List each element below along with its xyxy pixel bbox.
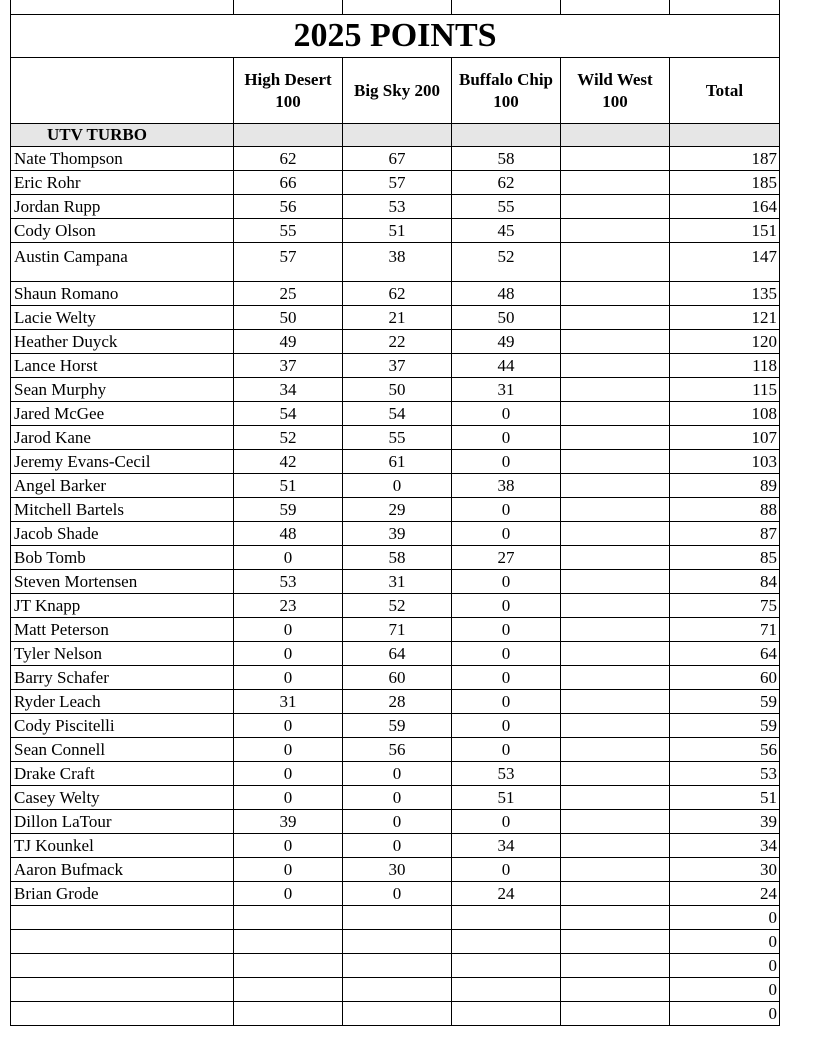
event-score-cell: 71 bbox=[343, 618, 452, 642]
rider-name-cell: Cody Olson bbox=[11, 219, 234, 243]
table-row bbox=[11, 978, 780, 1002]
event-score-cell: 0 bbox=[452, 618, 561, 642]
table-row bbox=[11, 930, 780, 954]
event-score-cell bbox=[561, 378, 670, 402]
event-score-cell: 30 bbox=[343, 858, 452, 882]
event-score-cell: 0 bbox=[452, 570, 561, 594]
total-points-cell: 60 bbox=[670, 666, 780, 690]
event-score-cell: 64 bbox=[343, 642, 452, 666]
event-header-line1: Wild West bbox=[577, 69, 653, 89]
event-score-cell: 0 bbox=[343, 882, 452, 906]
total-points-cell: 59 bbox=[670, 690, 780, 714]
rider-name-cell: Lacie Welty bbox=[11, 306, 234, 330]
total-points-cell: 118 bbox=[670, 354, 780, 378]
table-row bbox=[11, 810, 780, 834]
event-score-cell bbox=[561, 546, 670, 570]
table-top-stub-row bbox=[11, 0, 780, 15]
event-score-cell: 48 bbox=[452, 282, 561, 306]
table-row bbox=[11, 147, 780, 171]
table-row bbox=[11, 642, 780, 666]
event-score-cell bbox=[561, 858, 670, 882]
table-row bbox=[11, 1002, 780, 1026]
rider-name-cell: Angel Barker bbox=[11, 474, 234, 498]
event-score-cell: 45 bbox=[452, 219, 561, 243]
rider-name-cell: Casey Welty bbox=[11, 786, 234, 810]
rider-name-cell: Drake Craft bbox=[11, 762, 234, 786]
rider-name-cell: Brian Grode bbox=[11, 882, 234, 906]
table-row bbox=[11, 666, 780, 690]
event-score-cell bbox=[561, 666, 670, 690]
table-row bbox=[11, 450, 780, 474]
event-score-cell bbox=[452, 954, 561, 978]
event-score-cell bbox=[343, 930, 452, 954]
total-points-cell: 64 bbox=[670, 642, 780, 666]
rider-name-cell: Tyler Nelson bbox=[11, 642, 234, 666]
event-score-cell: 59 bbox=[234, 498, 343, 522]
total-points-cell: 108 bbox=[670, 402, 780, 426]
page-title: 2025 POINTS bbox=[11, 15, 780, 58]
category-label: UTV TURBO bbox=[11, 124, 234, 147]
rider-name-cell: Barry Schafer bbox=[11, 666, 234, 690]
rider-name-cell: Nate Thompson bbox=[11, 147, 234, 171]
event-score-cell: 0 bbox=[452, 666, 561, 690]
event-score-cell bbox=[452, 930, 561, 954]
total-points-cell: 88 bbox=[670, 498, 780, 522]
table-row bbox=[11, 906, 780, 930]
total-points-cell: 0 bbox=[670, 1002, 780, 1026]
event-score-cell bbox=[561, 402, 670, 426]
rider-name-cell bbox=[11, 930, 234, 954]
event-header-line1: Big Sky 200 bbox=[354, 80, 440, 100]
total-points-cell: 164 bbox=[670, 195, 780, 219]
table-row bbox=[11, 306, 780, 330]
event-score-cell bbox=[561, 1002, 670, 1026]
event-score-cell bbox=[343, 906, 452, 930]
event-score-cell: 0 bbox=[452, 594, 561, 618]
event-score-cell bbox=[561, 810, 670, 834]
total-points-cell: 85 bbox=[670, 546, 780, 570]
event-score-cell: 58 bbox=[452, 147, 561, 171]
table-row bbox=[11, 546, 780, 570]
rider-name-cell bbox=[11, 1002, 234, 1026]
event-score-cell: 0 bbox=[234, 762, 343, 786]
table-row bbox=[11, 426, 780, 450]
event-score-cell: 39 bbox=[343, 522, 452, 546]
event-score-cell: 55 bbox=[234, 219, 343, 243]
event-score-cell: 52 bbox=[343, 594, 452, 618]
table-row bbox=[11, 282, 780, 306]
event-score-cell: 25 bbox=[234, 282, 343, 306]
rider-name-cell: Shaun Romano bbox=[11, 282, 234, 306]
rider-name-cell: Jordan Rupp bbox=[11, 195, 234, 219]
event-score-cell: 0 bbox=[343, 786, 452, 810]
event-score-cell bbox=[234, 1002, 343, 1026]
total-points-cell: 120 bbox=[670, 330, 780, 354]
event-score-cell bbox=[561, 354, 670, 378]
event-score-cell bbox=[561, 474, 670, 498]
event-score-cell bbox=[561, 522, 670, 546]
event-score-cell bbox=[561, 450, 670, 474]
event-score-cell: 0 bbox=[452, 738, 561, 762]
table-row bbox=[11, 594, 780, 618]
event-score-cell: 0 bbox=[234, 786, 343, 810]
event-score-cell: 48 bbox=[234, 522, 343, 546]
event-score-cell: 0 bbox=[343, 474, 452, 498]
event-score-cell bbox=[561, 243, 670, 282]
event-header-line2: 100 bbox=[275, 91, 301, 111]
event-score-cell: 56 bbox=[234, 195, 343, 219]
event-score-cell: 0 bbox=[234, 666, 343, 690]
event-score-cell bbox=[561, 930, 670, 954]
points-table bbox=[10, 0, 780, 1026]
event-score-cell bbox=[561, 714, 670, 738]
event-score-cell bbox=[561, 762, 670, 786]
table-row bbox=[11, 570, 780, 594]
event-score-cell bbox=[561, 978, 670, 1002]
rider-name-cell: Jeremy Evans-Cecil bbox=[11, 450, 234, 474]
event-score-cell: 39 bbox=[234, 810, 343, 834]
event-score-cell: 0 bbox=[343, 834, 452, 858]
rider-name-cell: Steven Mortensen bbox=[11, 570, 234, 594]
event-score-cell bbox=[561, 738, 670, 762]
event-score-cell bbox=[561, 282, 670, 306]
event-score-cell bbox=[452, 1002, 561, 1026]
event-score-cell: 61 bbox=[343, 450, 452, 474]
event-score-cell: 27 bbox=[452, 546, 561, 570]
rider-name-cell: Bob Tomb bbox=[11, 546, 234, 570]
title-row bbox=[11, 15, 780, 58]
event-score-cell: 38 bbox=[452, 474, 561, 498]
event-score-cell bbox=[561, 954, 670, 978]
total-points-cell: 0 bbox=[670, 930, 780, 954]
table-row bbox=[11, 834, 780, 858]
table-row bbox=[11, 738, 780, 762]
total-points-cell: 56 bbox=[670, 738, 780, 762]
event-score-cell: 0 bbox=[234, 714, 343, 738]
total-points-cell: 107 bbox=[670, 426, 780, 450]
rider-name-cell: Eric Rohr bbox=[11, 171, 234, 195]
rider-name-cell: Sean Connell bbox=[11, 738, 234, 762]
event-score-cell bbox=[234, 906, 343, 930]
event-score-cell: 0 bbox=[452, 642, 561, 666]
total-points-cell: 185 bbox=[670, 171, 780, 195]
total-points-cell: 121 bbox=[670, 306, 780, 330]
event-score-cell: 0 bbox=[343, 810, 452, 834]
table-row bbox=[11, 762, 780, 786]
event-score-cell bbox=[561, 594, 670, 618]
event-score-cell: 21 bbox=[343, 306, 452, 330]
rider-name-cell bbox=[11, 906, 234, 930]
rider-name-cell: Cody Piscitelli bbox=[11, 714, 234, 738]
event-score-cell: 51 bbox=[452, 786, 561, 810]
table-row bbox=[11, 498, 780, 522]
total-column-header: Total bbox=[670, 58, 780, 124]
rider-name-cell: Heather Duyck bbox=[11, 330, 234, 354]
rider-name-cell: Austin Campana bbox=[11, 243, 234, 282]
event-header-buffalo-chip bbox=[452, 58, 561, 124]
total-points-cell: 0 bbox=[670, 906, 780, 930]
event-score-cell: 0 bbox=[234, 738, 343, 762]
event-score-cell bbox=[561, 498, 670, 522]
rider-name-cell: JT Knapp bbox=[11, 594, 234, 618]
category-row bbox=[11, 124, 780, 147]
total-points-cell: 115 bbox=[670, 378, 780, 402]
event-score-cell bbox=[452, 978, 561, 1002]
table-row bbox=[11, 690, 780, 714]
table-row bbox=[11, 882, 780, 906]
event-score-cell bbox=[343, 1002, 452, 1026]
event-score-cell bbox=[343, 954, 452, 978]
event-score-cell: 0 bbox=[452, 810, 561, 834]
total-points-cell: 53 bbox=[670, 762, 780, 786]
table-row bbox=[11, 786, 780, 810]
event-score-cell: 49 bbox=[234, 330, 343, 354]
event-score-cell bbox=[234, 930, 343, 954]
event-score-cell: 0 bbox=[234, 858, 343, 882]
event-score-cell bbox=[561, 642, 670, 666]
event-header-wild-west bbox=[561, 58, 670, 124]
event-score-cell: 38 bbox=[343, 243, 452, 282]
table-row bbox=[11, 354, 780, 378]
points-table-body bbox=[11, 0, 780, 1026]
event-score-cell: 49 bbox=[452, 330, 561, 354]
event-score-cell: 0 bbox=[234, 882, 343, 906]
event-score-cell: 60 bbox=[343, 666, 452, 690]
event-score-cell: 53 bbox=[343, 195, 452, 219]
event-score-cell: 54 bbox=[343, 402, 452, 426]
total-points-cell: 59 bbox=[670, 714, 780, 738]
event-score-cell: 54 bbox=[234, 402, 343, 426]
event-score-cell bbox=[452, 906, 561, 930]
rider-name-cell: Aaron Bufmack bbox=[11, 858, 234, 882]
event-score-cell: 34 bbox=[234, 378, 343, 402]
event-score-cell: 23 bbox=[234, 594, 343, 618]
event-score-cell: 0 bbox=[452, 714, 561, 738]
event-score-cell bbox=[561, 906, 670, 930]
total-points-cell: 87 bbox=[670, 522, 780, 546]
total-points-cell: 71 bbox=[670, 618, 780, 642]
total-points-cell: 39 bbox=[670, 810, 780, 834]
event-score-cell: 0 bbox=[452, 498, 561, 522]
rider-name-cell: Matt Peterson bbox=[11, 618, 234, 642]
total-points-cell: 135 bbox=[670, 282, 780, 306]
event-score-cell bbox=[561, 834, 670, 858]
event-score-cell: 56 bbox=[343, 738, 452, 762]
event-score-cell bbox=[561, 147, 670, 171]
event-score-cell: 0 bbox=[452, 690, 561, 714]
event-score-cell bbox=[561, 690, 670, 714]
table-row bbox=[11, 171, 780, 195]
rider-name-cell: Sean Murphy bbox=[11, 378, 234, 402]
table-row bbox=[11, 618, 780, 642]
event-score-cell bbox=[561, 426, 670, 450]
rider-name-cell: Jared McGee bbox=[11, 402, 234, 426]
event-score-cell: 28 bbox=[343, 690, 452, 714]
total-points-cell: 24 bbox=[670, 882, 780, 906]
table-row bbox=[11, 474, 780, 498]
event-score-cell: 0 bbox=[452, 522, 561, 546]
rider-name-cell bbox=[11, 978, 234, 1002]
total-points-cell: 30 bbox=[670, 858, 780, 882]
event-score-cell: 0 bbox=[452, 450, 561, 474]
event-score-cell: 62 bbox=[343, 282, 452, 306]
total-points-cell: 75 bbox=[670, 594, 780, 618]
event-score-cell: 55 bbox=[343, 426, 452, 450]
event-header-line2: 100 bbox=[602, 91, 628, 111]
column-header-row bbox=[11, 58, 780, 124]
total-points-cell: 89 bbox=[670, 474, 780, 498]
event-header-high-desert bbox=[234, 58, 343, 124]
event-score-cell: 44 bbox=[452, 354, 561, 378]
rider-name-cell: Dillon LaTour bbox=[11, 810, 234, 834]
event-score-cell bbox=[561, 306, 670, 330]
event-score-cell: 50 bbox=[343, 378, 452, 402]
event-score-cell: 31 bbox=[343, 570, 452, 594]
total-points-cell: 0 bbox=[670, 978, 780, 1002]
event-score-cell: 0 bbox=[452, 402, 561, 426]
event-score-cell: 52 bbox=[452, 243, 561, 282]
event-score-cell: 62 bbox=[452, 171, 561, 195]
event-score-cell: 58 bbox=[343, 546, 452, 570]
rider-name-cell: Lance Horst bbox=[11, 354, 234, 378]
event-score-cell bbox=[561, 786, 670, 810]
event-score-cell: 0 bbox=[234, 834, 343, 858]
event-score-cell bbox=[561, 570, 670, 594]
event-score-cell: 66 bbox=[234, 171, 343, 195]
total-points-cell: 147 bbox=[670, 243, 780, 282]
name-column-header bbox=[11, 58, 234, 124]
rider-name-cell: Jarod Kane bbox=[11, 426, 234, 450]
event-score-cell: 67 bbox=[343, 147, 452, 171]
event-score-cell: 55 bbox=[452, 195, 561, 219]
event-header-line2: 100 bbox=[493, 91, 519, 111]
event-score-cell: 52 bbox=[234, 426, 343, 450]
event-score-cell: 37 bbox=[343, 354, 452, 378]
event-score-cell: 50 bbox=[452, 306, 561, 330]
total-points-cell: 187 bbox=[670, 147, 780, 171]
event-score-cell: 0 bbox=[234, 546, 343, 570]
rider-name-cell: Mitchell Bartels bbox=[11, 498, 234, 522]
event-score-cell: 31 bbox=[234, 690, 343, 714]
table-row bbox=[11, 954, 780, 978]
event-score-cell: 62 bbox=[234, 147, 343, 171]
rider-name-cell: Ryder Leach bbox=[11, 690, 234, 714]
table-row bbox=[11, 219, 780, 243]
event-score-cell: 0 bbox=[452, 858, 561, 882]
rider-name-cell: TJ Kounkel bbox=[11, 834, 234, 858]
table-row bbox=[11, 378, 780, 402]
event-score-cell: 34 bbox=[452, 834, 561, 858]
event-score-cell: 0 bbox=[234, 642, 343, 666]
event-header-big-sky bbox=[343, 58, 452, 124]
event-header-line1: Buffalo Chip bbox=[459, 69, 553, 89]
table-row bbox=[11, 243, 780, 282]
event-header-line1: High Desert bbox=[244, 69, 332, 89]
event-score-cell: 57 bbox=[234, 243, 343, 282]
event-score-cell: 31 bbox=[452, 378, 561, 402]
table-row bbox=[11, 330, 780, 354]
event-score-cell: 59 bbox=[343, 714, 452, 738]
table-row bbox=[11, 402, 780, 426]
event-score-cell: 37 bbox=[234, 354, 343, 378]
event-score-cell bbox=[561, 171, 670, 195]
event-score-cell bbox=[234, 954, 343, 978]
table-row bbox=[11, 714, 780, 738]
total-points-cell: 151 bbox=[670, 219, 780, 243]
event-score-cell bbox=[343, 978, 452, 1002]
event-score-cell: 0 bbox=[452, 426, 561, 450]
table-row bbox=[11, 195, 780, 219]
event-score-cell bbox=[561, 882, 670, 906]
event-score-cell: 29 bbox=[343, 498, 452, 522]
event-score-cell: 0 bbox=[234, 618, 343, 642]
event-score-cell: 24 bbox=[452, 882, 561, 906]
event-score-cell bbox=[561, 330, 670, 354]
table-row bbox=[11, 522, 780, 546]
total-points-cell: 34 bbox=[670, 834, 780, 858]
total-points-cell: 51 bbox=[670, 786, 780, 810]
event-score-cell: 51 bbox=[343, 219, 452, 243]
event-score-cell: 53 bbox=[234, 570, 343, 594]
event-score-cell: 0 bbox=[343, 762, 452, 786]
event-score-cell bbox=[234, 978, 343, 1002]
total-points-cell: 84 bbox=[670, 570, 780, 594]
event-score-cell: 51 bbox=[234, 474, 343, 498]
event-score-cell: 57 bbox=[343, 171, 452, 195]
total-points-cell: 0 bbox=[670, 954, 780, 978]
rider-name-cell: Jacob Shade bbox=[11, 522, 234, 546]
event-score-cell bbox=[561, 219, 670, 243]
event-score-cell: 50 bbox=[234, 306, 343, 330]
event-score-cell: 22 bbox=[343, 330, 452, 354]
event-score-cell: 42 bbox=[234, 450, 343, 474]
rider-name-cell bbox=[11, 954, 234, 978]
total-points-cell: 103 bbox=[670, 450, 780, 474]
table-row bbox=[11, 858, 780, 882]
event-score-cell bbox=[561, 195, 670, 219]
event-score-cell: 53 bbox=[452, 762, 561, 786]
event-score-cell bbox=[561, 618, 670, 642]
